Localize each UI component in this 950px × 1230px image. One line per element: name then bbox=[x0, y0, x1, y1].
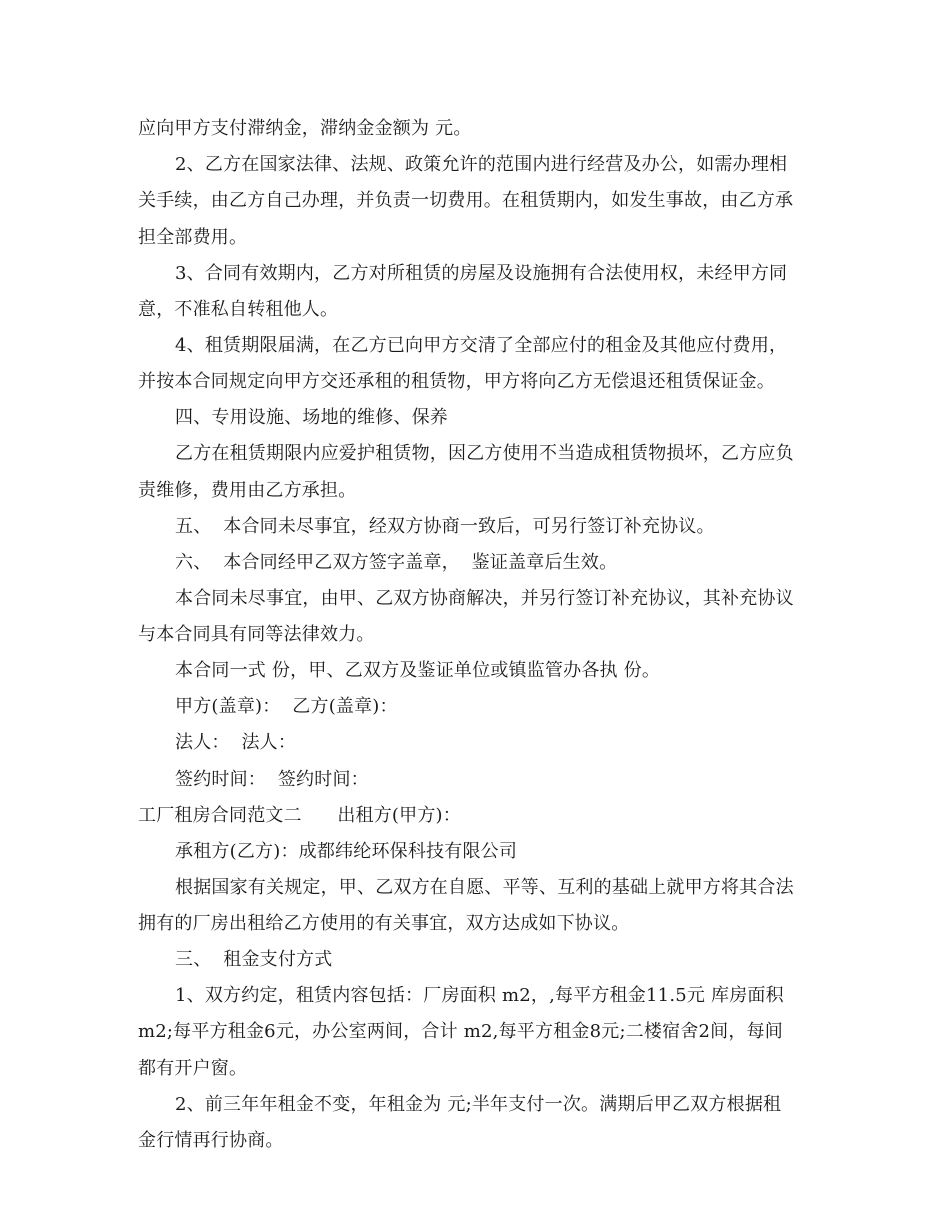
text-line: 2、前三年年租金不变，年租金为 元;半年支付一次。满期后甲乙双方根据租 bbox=[175, 1094, 782, 1115]
text-line: 都有开户窗。 bbox=[138, 1058, 248, 1079]
text-line: 金行情再行协商。 bbox=[138, 1130, 284, 1151]
text-line: 担全部费用。 bbox=[138, 227, 248, 248]
signature-line: 签约时间： 签约时间： bbox=[175, 769, 369, 790]
text-line: 意，不准私自转租他人。 bbox=[138, 299, 339, 320]
text-line: m2;每平方租金6元，办公室两间，合计 m2,每平方租金8元;二楼宿舍2间，每间 bbox=[138, 1021, 783, 1042]
section-heading: 四、专用设施、场地的维修、保养 bbox=[175, 407, 448, 428]
text-line: 五、 本合同未尽事宜，经双方协商一致后，可另行签订补充协议。 bbox=[175, 516, 715, 537]
text-line: 六、 本合同经甲乙双方签字盖章， 鉴证盖章后生效。 bbox=[175, 552, 618, 573]
signature-line: 法人： 法人： bbox=[175, 732, 297, 753]
text-line: 责维修，费用由乙方承担。 bbox=[138, 480, 357, 501]
text-line: 关手续，由乙方自己办理，并负责一切费用。在租赁期内，如发生事故，由乙方承 bbox=[138, 190, 794, 211]
text-line: 拥有的厂房出租给乙方使用的有关事宜，双方达成如下协议。 bbox=[138, 913, 630, 934]
text-line: 乙方在租赁期限内应爱护租赁物，因乙方使用不当造成租赁物损坏，乙方应负 bbox=[175, 443, 794, 464]
text-line: 与本合同具有同等法律效力。 bbox=[138, 624, 375, 645]
text-line: 应向甲方支付滞纳金，滞纳金金额为 元。 bbox=[138, 118, 472, 139]
document-title: 工厂租房合同范文二 出租方(甲方)： bbox=[138, 805, 461, 826]
text-line: 3、合同有效期内，乙方对所租赁的房屋及设施拥有合法使用权，未经甲方同 bbox=[175, 263, 788, 284]
text-line: 4、租赁期限届满，在乙方已向甲方交清了全部应付的租金及其他应付费用， bbox=[175, 335, 788, 356]
text-line: 2、乙方在国家法律、法规、政策允许的范围内进行经营及办公，如需办理相 bbox=[175, 154, 788, 175]
text-line: 本合同未尽事宜，由甲、乙双方协商解决，并另行签订补充协议，其补充协议 bbox=[175, 588, 794, 609]
text-line: 根据国家有关规定，甲、乙双方在自愿、平等、互利的基础上就甲方将其合法 bbox=[175, 877, 794, 898]
section-heading: 三、 租金支付方式 bbox=[175, 949, 333, 970]
text-line: 承租方(乙方)：成都纬纶环保科技有限公司 bbox=[175, 841, 518, 862]
text-line: 并按本合同规定向甲方交还承租的租赁物，甲方将向乙方无偿退还租赁保证金。 bbox=[138, 371, 775, 392]
text-line: 本合同一式 份，甲、乙双方及鉴证单位或镇监管办各执 份。 bbox=[175, 660, 661, 681]
text-line: 1、双方约定，租赁内容包括：厂房面积 m2，,每平方租金11.5元 库房面积 bbox=[175, 985, 784, 1006]
signature-line: 甲方(盖章)： 乙方(盖章)： bbox=[175, 696, 398, 717]
